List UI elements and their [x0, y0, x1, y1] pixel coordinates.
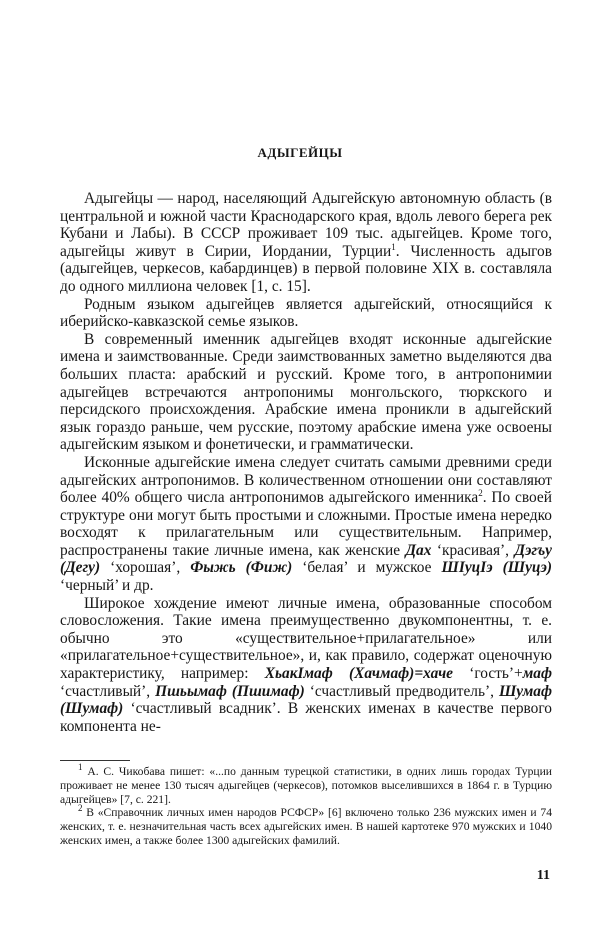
paragraph-1 — [60, 190, 552, 296]
name-example: Пшьымаф (Пшимаф) — [155, 682, 305, 700]
paragraph-text: Широкое хождение имеют личные имена, образованные способом словосложения. Такие имена преимущественно двукомпонентны, т. е. обычно это «существительное+прилагательное» или «прилагательное+существительное», и, как правило, содержат оценочную характеристику, например: — [60, 594, 552, 683]
name-example: Шумаф (Шумаф) — [60, 682, 552, 718]
footnote-1 — [60, 762, 552, 806]
footnote-divider — [60, 760, 130, 761]
footnote-text: В «Справочник личных имен народов РСФСР» [6] включено только 236 мужских имен и 74 женских, т. е. незначительная часть всех адыгейских имен. В нашей картотеке 970 мужских и 1040 женских имен, а также более 1300 адыгейских фамилий. — [60, 806, 552, 847]
name-example: ШIуцIэ (Шуцэ) — [441, 559, 552, 577]
paragraph-text: . По своей структуре они могут быть простыми и сложными. Простые имена нередко восходят к прилагательным или существительным. Например, распространены такие личные имена, как женские — [60, 489, 552, 559]
footnote-number: 2 — [78, 803, 83, 814]
name-example: Фыжь (Фиж) — [190, 559, 293, 577]
paragraph-text: Адыгейцы — народ, населяющий Адыгейскую автономную область (в центральной и южной части Краснодарского края, вдоль левого берега рек Кубани и Лабы). В СССР проживает 109 тыс. адыгейцев. Кроме того, адыгейцы живут в Сирии, Иордании, Турции — [60, 190, 552, 260]
page-title: АДЫГЕЙЦЫ — [257, 145, 343, 160]
paragraph-4 — [60, 454, 552, 595]
footnote-ref-2: 2 — [478, 487, 483, 498]
paragraph-2: Родным языком адыгейцев является адыгейский, относящийся к иберийско-кавказской семье языков. — [60, 295, 552, 331]
paragraph-text: ‘счастливый всадник’. В женских именах в качестве первого компонента не- — [60, 700, 552, 735]
paragraph-text: ‘счастливый’, — [60, 682, 156, 700]
name-example: Дах — [405, 541, 432, 559]
name-example: маф — [522, 665, 552, 683]
paragraph-text: ‘белая’ и мужское — [292, 559, 442, 577]
name-example: Дэгъу (Дегу) — [60, 541, 553, 577]
footnote-number: 1 — [78, 762, 83, 773]
paragraph-text: ‘черный’ и др. — [60, 577, 154, 595]
paragraph-text: . Численность адыгов (адыгейцев, черкесов, кабардинцев) в первой половине XIX в. составляла до одного миллиона человек [1, с. 15]. — [60, 242, 552, 295]
paragraph-5 — [60, 595, 552, 736]
paragraph-text: ‘хорошая’, — [100, 559, 191, 577]
paragraph-text: ‘гость’+ — [452, 665, 523, 683]
paragraph-text: ‘счастливый предводитель’, — [304, 682, 499, 700]
footnote-ref-1: 1 — [391, 241, 396, 252]
footnote-text: А. С. Чикобава пишет: «...по данным турецкой статистики, в одних лишь городах Турции проживает не менее 130 тысяч адыгейцев (черкесов), потомков выселившихся в 1864 г. в Турцию адыгейцев» [7, с. 221]. — [60, 765, 552, 806]
paragraph-text: ‘красивая’, — [431, 541, 515, 559]
paragraph-3: В современный именник адыгейцев входят исконные адыгейские имена и заимствованные. Среди заимствованных заметно выделяются два больших пласта: арабский и русский. Кроме того, в антропонимии адыгейцев встречаются антропонимы монгольского, тюркского и персидского происхождения. Арабские имена проникли в адыгейский язык гораздо раньше, чем русские, поэтому арабские имена уже освоены адыгейским языком и фонетически, и грамматически. — [60, 330, 552, 454]
paragraph-text: Исконные адыгейские имена следует считать самыми древними среди адыгейских антропонимов. В количественном отношении они составляют более 40% общего числа антропонимов адыгейского именника — [60, 453, 552, 507]
body-text — [60, 190, 552, 735]
footnote-2 — [60, 803, 552, 847]
name-example: ХьакIмаф (Хачмаф)=хаче — [264, 665, 453, 683]
footnotes — [60, 762, 552, 848]
page-number: 11 — [536, 868, 550, 883]
